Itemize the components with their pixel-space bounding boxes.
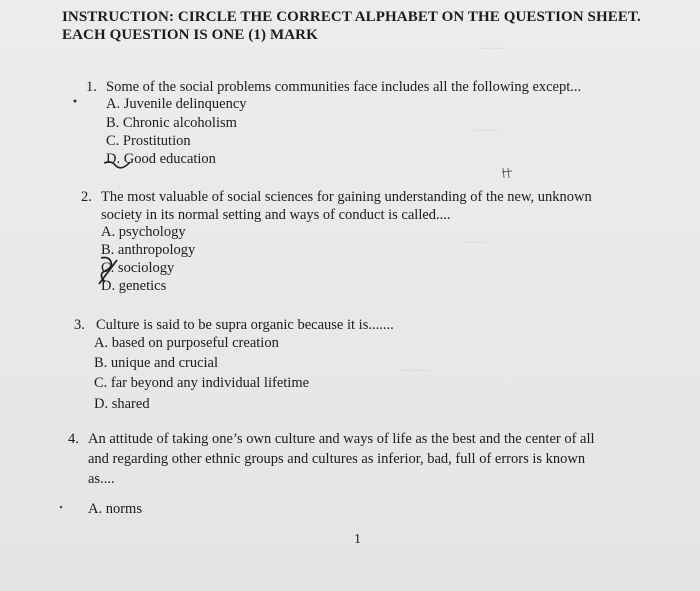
option-a[interactable]: A. psychology bbox=[101, 224, 186, 240]
pen-scribble-mark bbox=[500, 166, 516, 180]
pen-dot-mark bbox=[58, 504, 64, 510]
instruction-header bbox=[62, 8, 662, 44]
option-a[interactable]: A. norms bbox=[88, 501, 142, 517]
option-b[interactable]: B. anthropology bbox=[101, 242, 196, 258]
option-c[interactable]: C. sociology bbox=[101, 260, 175, 276]
pen-answer-mark bbox=[102, 150, 132, 172]
option-d[interactable]: D. Good education bbox=[106, 151, 216, 167]
option-b[interactable]: B. unique and crucial bbox=[94, 355, 219, 371]
option-b[interactable]: B. Chronic alcoholism bbox=[106, 115, 237, 131]
question-stem-line-3: as.... bbox=[88, 471, 115, 487]
instruction-line-2: EACH QUESTION IS ONE (1) MARK bbox=[62, 27, 318, 43]
show-through-text: .......... bbox=[400, 360, 430, 374]
option-c[interactable]: C. far beyond any individual lifetime bbox=[94, 375, 310, 391]
pen-cross-mark bbox=[95, 254, 121, 288]
question-number: 1. bbox=[86, 79, 97, 95]
question-stem-line-1: An attitude of taking one’s own culture and ways of life as the best and the center of all bbox=[88, 431, 595, 447]
question-number: 3. bbox=[74, 317, 85, 333]
question-number: 2. bbox=[81, 189, 92, 205]
page-number: 1 bbox=[354, 532, 361, 547]
question-stem-line-2: society in its normal setting and ways of conduct is called.... bbox=[101, 207, 451, 223]
show-through-text: .......... bbox=[460, 232, 490, 246]
show-through-text: ........ bbox=[480, 38, 504, 52]
option-a[interactable]: A. based on purposeful creation bbox=[94, 335, 279, 351]
question-stem: Culture is said to be supra organic because it is....... bbox=[96, 317, 394, 333]
option-d[interactable]: D. shared bbox=[94, 396, 150, 412]
question-number: 4. bbox=[68, 431, 79, 447]
pen-dot-mark bbox=[72, 98, 78, 104]
option-c[interactable]: C. Prostitution bbox=[106, 133, 191, 149]
instruction-line-1: INSTRUCTION: CIRCLE THE CORRECT ALPHABET ON THE QUESTION SHEET. bbox=[62, 9, 641, 25]
question-stem-line-1: The most valuable of social sciences for gaining understanding of the new, unknown bbox=[101, 189, 592, 205]
option-d[interactable]: D. genetics bbox=[101, 278, 167, 294]
question-stem-line-2: and regarding other ethnic groups and cultures as inferior, bad, full of errors is known bbox=[88, 451, 586, 467]
question-stem: Some of the social problems communities face includes all the following except... bbox=[106, 79, 582, 95]
show-through-text: .......... bbox=[470, 120, 500, 134]
option-a[interactable]: A. Juvenile delinquency bbox=[106, 96, 247, 112]
